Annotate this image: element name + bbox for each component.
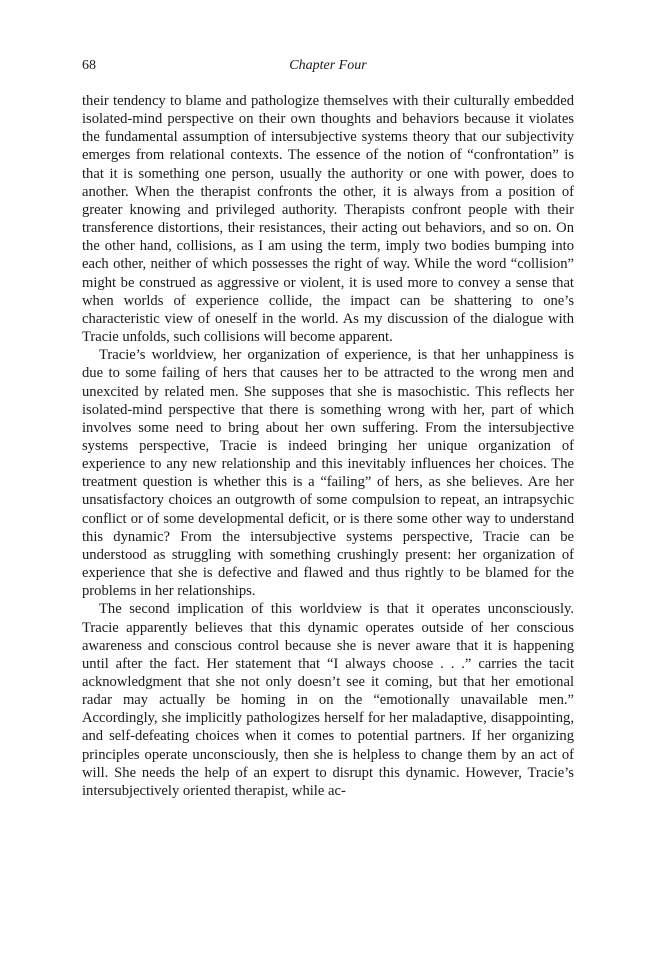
chapter-title: Chapter Four xyxy=(289,58,367,73)
book-page xyxy=(82,54,574,800)
page-number: 68 xyxy=(82,58,96,73)
paragraph-second-implication: The second implication of this worldview is that it operates unconsciously. Tracie apparently believes that this dynamic operates outside of her conscious awareness and conscious control because she is never aware that it is happening until after the fact. Her statement that “I always choose . . .” carries the tacit acknowledgment that she not only doesn’t see it coming, but that her emotional radar may actually be homing in on the “emotionally unavailable men.” Accordingly, she implicitly pathologizes herself for her maladaptive, disappointing, and self-defeating choices when it comes to potential partners. If her organizing principles operate unconsciously, then she is helpless to change them by an act of will. She needs the help of an expert to disrupt this dynamic. However, Tracie’s intersubjectively oriented therapist, while ac- xyxy=(82,601,574,799)
body-text xyxy=(82,92,574,800)
paragraph-continued: their tendency to blame and pathologize themselves with their culturally embedded isolated-mind perspective on their own thoughts and behaviors because it violates the fundamental assumption of intersubjective systems theory that our subjectivity emerges from relational contexts. The essence of the notion of “confrontation” is that it is something one person, usually the authority or one with power, does to another. When the therapist confronts the other, it is always from a position of greater knowing and privileged authority. Therapists confront people with their transference distortions, their resistances, their acting out behaviors, and so on. On the other hand, collisions, as I am using the term, imply two bodies bumping into each other, neither of which possesses the right of way. While the word “collision” might be construed as aggressive or violent, it is used more to convey a sense that when worlds of experience collide, the impact can be shattering to one’s characteristic view of oneself in the world. As my discussion of the dialogue with Tracie unfolds, such collisions will become apparent. xyxy=(82,93,574,346)
running-head xyxy=(82,54,574,78)
paragraph-tracie-worldview: Tracie’s worldview, her organization of experience, is that her unhappiness is due to some failing of hers that causes her to be attracted to the wrong men and unexcited by related men. She supposes that she is masochistic. This reflects her isolated-mind perspective that there is something wrong with her, part of which involves some need to bring about her own suffering. From the intersubjective systems perspective, Tracie is indeed bringing her unique organization of experience to any new relationship and this inevitably influences her choices. The treatment question is whether this is a “failing” of hers, as she believes. Are her unsatisfactory choices an outgrowth of some compulsion to repeat, an intrapsychic conflict or of some developmental deficit, or is there some other way to understand this dynamic? From the intersubjective systems perspective, Tracie can be understood as struggling with something crushingly present: her organization of experience that she is defective and flawed and thus rightly to be blamed for the problems in her relationships. xyxy=(82,347,574,600)
